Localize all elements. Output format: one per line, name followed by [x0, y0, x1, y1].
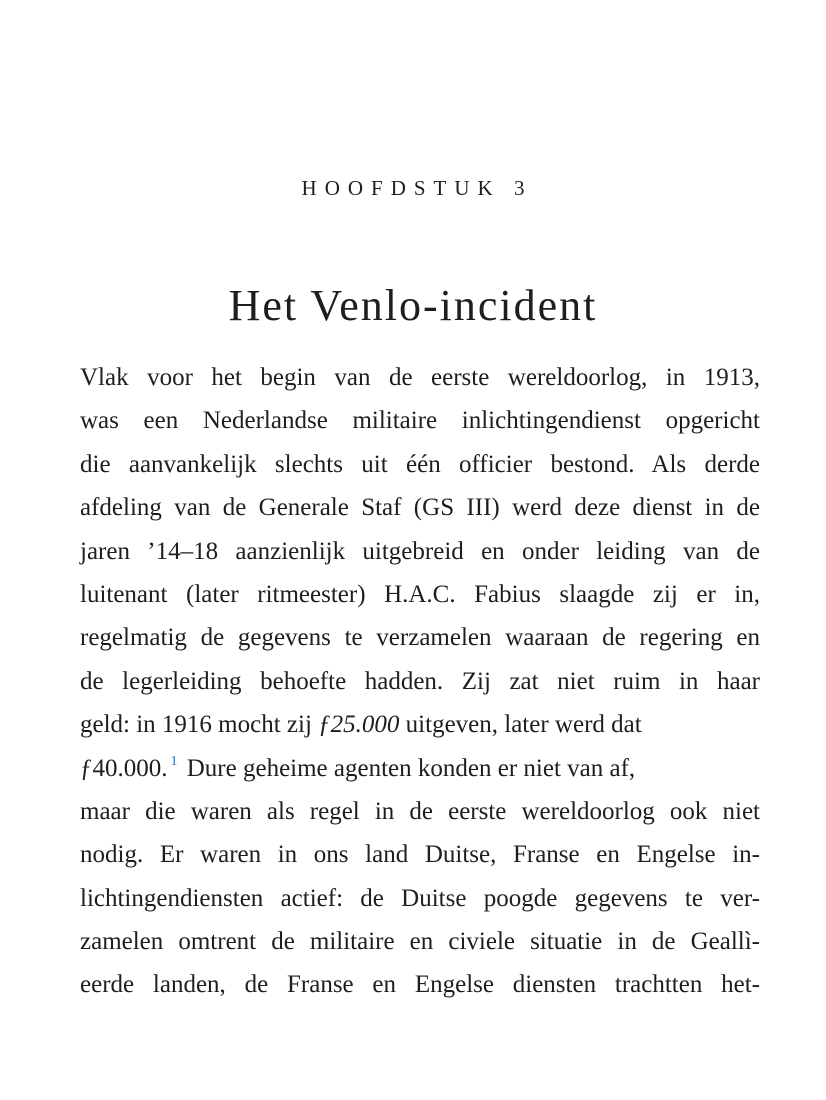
text-segment: uitgeven, later werd dat — [405, 711, 642, 739]
text-line: afdeling van de Generale Staf (GS III) werd deze dienst in de — [80, 494, 760, 522]
text-line: zamelen omtrent de militaire en civiele situatie in de Geallì- — [80, 928, 760, 956]
text-line: regelmatig de gegevens te verzamelen waaraan de regering en — [80, 624, 760, 652]
text-line: luitenant (later ritmeester) H.A.C. Fabius slaagde zij er in, — [80, 580, 760, 608]
text-line: maar die waren als regel in de eerste wereldoorlog ook niet — [80, 797, 760, 825]
text-segment: ƒ40.000. — [80, 754, 168, 782]
amount: ƒ25.000 — [318, 711, 400, 739]
body-text — [80, 356, 760, 1007]
chapter-title: Het Venlo-incident — [228, 281, 598, 330]
text-line: die aanvankelijk slechts uit één officier bestond. Als derde — [80, 450, 760, 478]
text-line: Vlak voor het begin van de eerste wereldoorlog, in 1913, — [80, 364, 760, 391]
chapter-label: HOOFDSTUK 3 — [301, 176, 533, 200]
text-line: was een Nederlandse militaire inlichtingendienst opgericht — [80, 407, 760, 435]
text-line: nodig. Er waren in ons land Duitse, Franse en Engelse in- — [80, 841, 760, 869]
text-line — [80, 703, 760, 746]
text-line: eerde landen, de Franse en Engelse diensten trachtten het- — [80, 971, 760, 999]
text-segment: geld: in 1916 mocht zij — [80, 711, 312, 739]
text-line: de legerleiding behoefte hadden. Zij zat niet ruim in haar — [80, 667, 760, 695]
text-line: lichtingendiensten actief: de Duitse poogde gegevens te ver- — [80, 884, 760, 912]
text-segment: Dure geheime agenten konden er niet van af, — [186, 754, 636, 782]
footnote-link[interactable]: 1 — [170, 753, 178, 769]
text-line — [80, 747, 760, 790]
text-line: jaren ’14–18 aanzienlijk uitgebreid en onder leiding van de — [80, 537, 760, 565]
